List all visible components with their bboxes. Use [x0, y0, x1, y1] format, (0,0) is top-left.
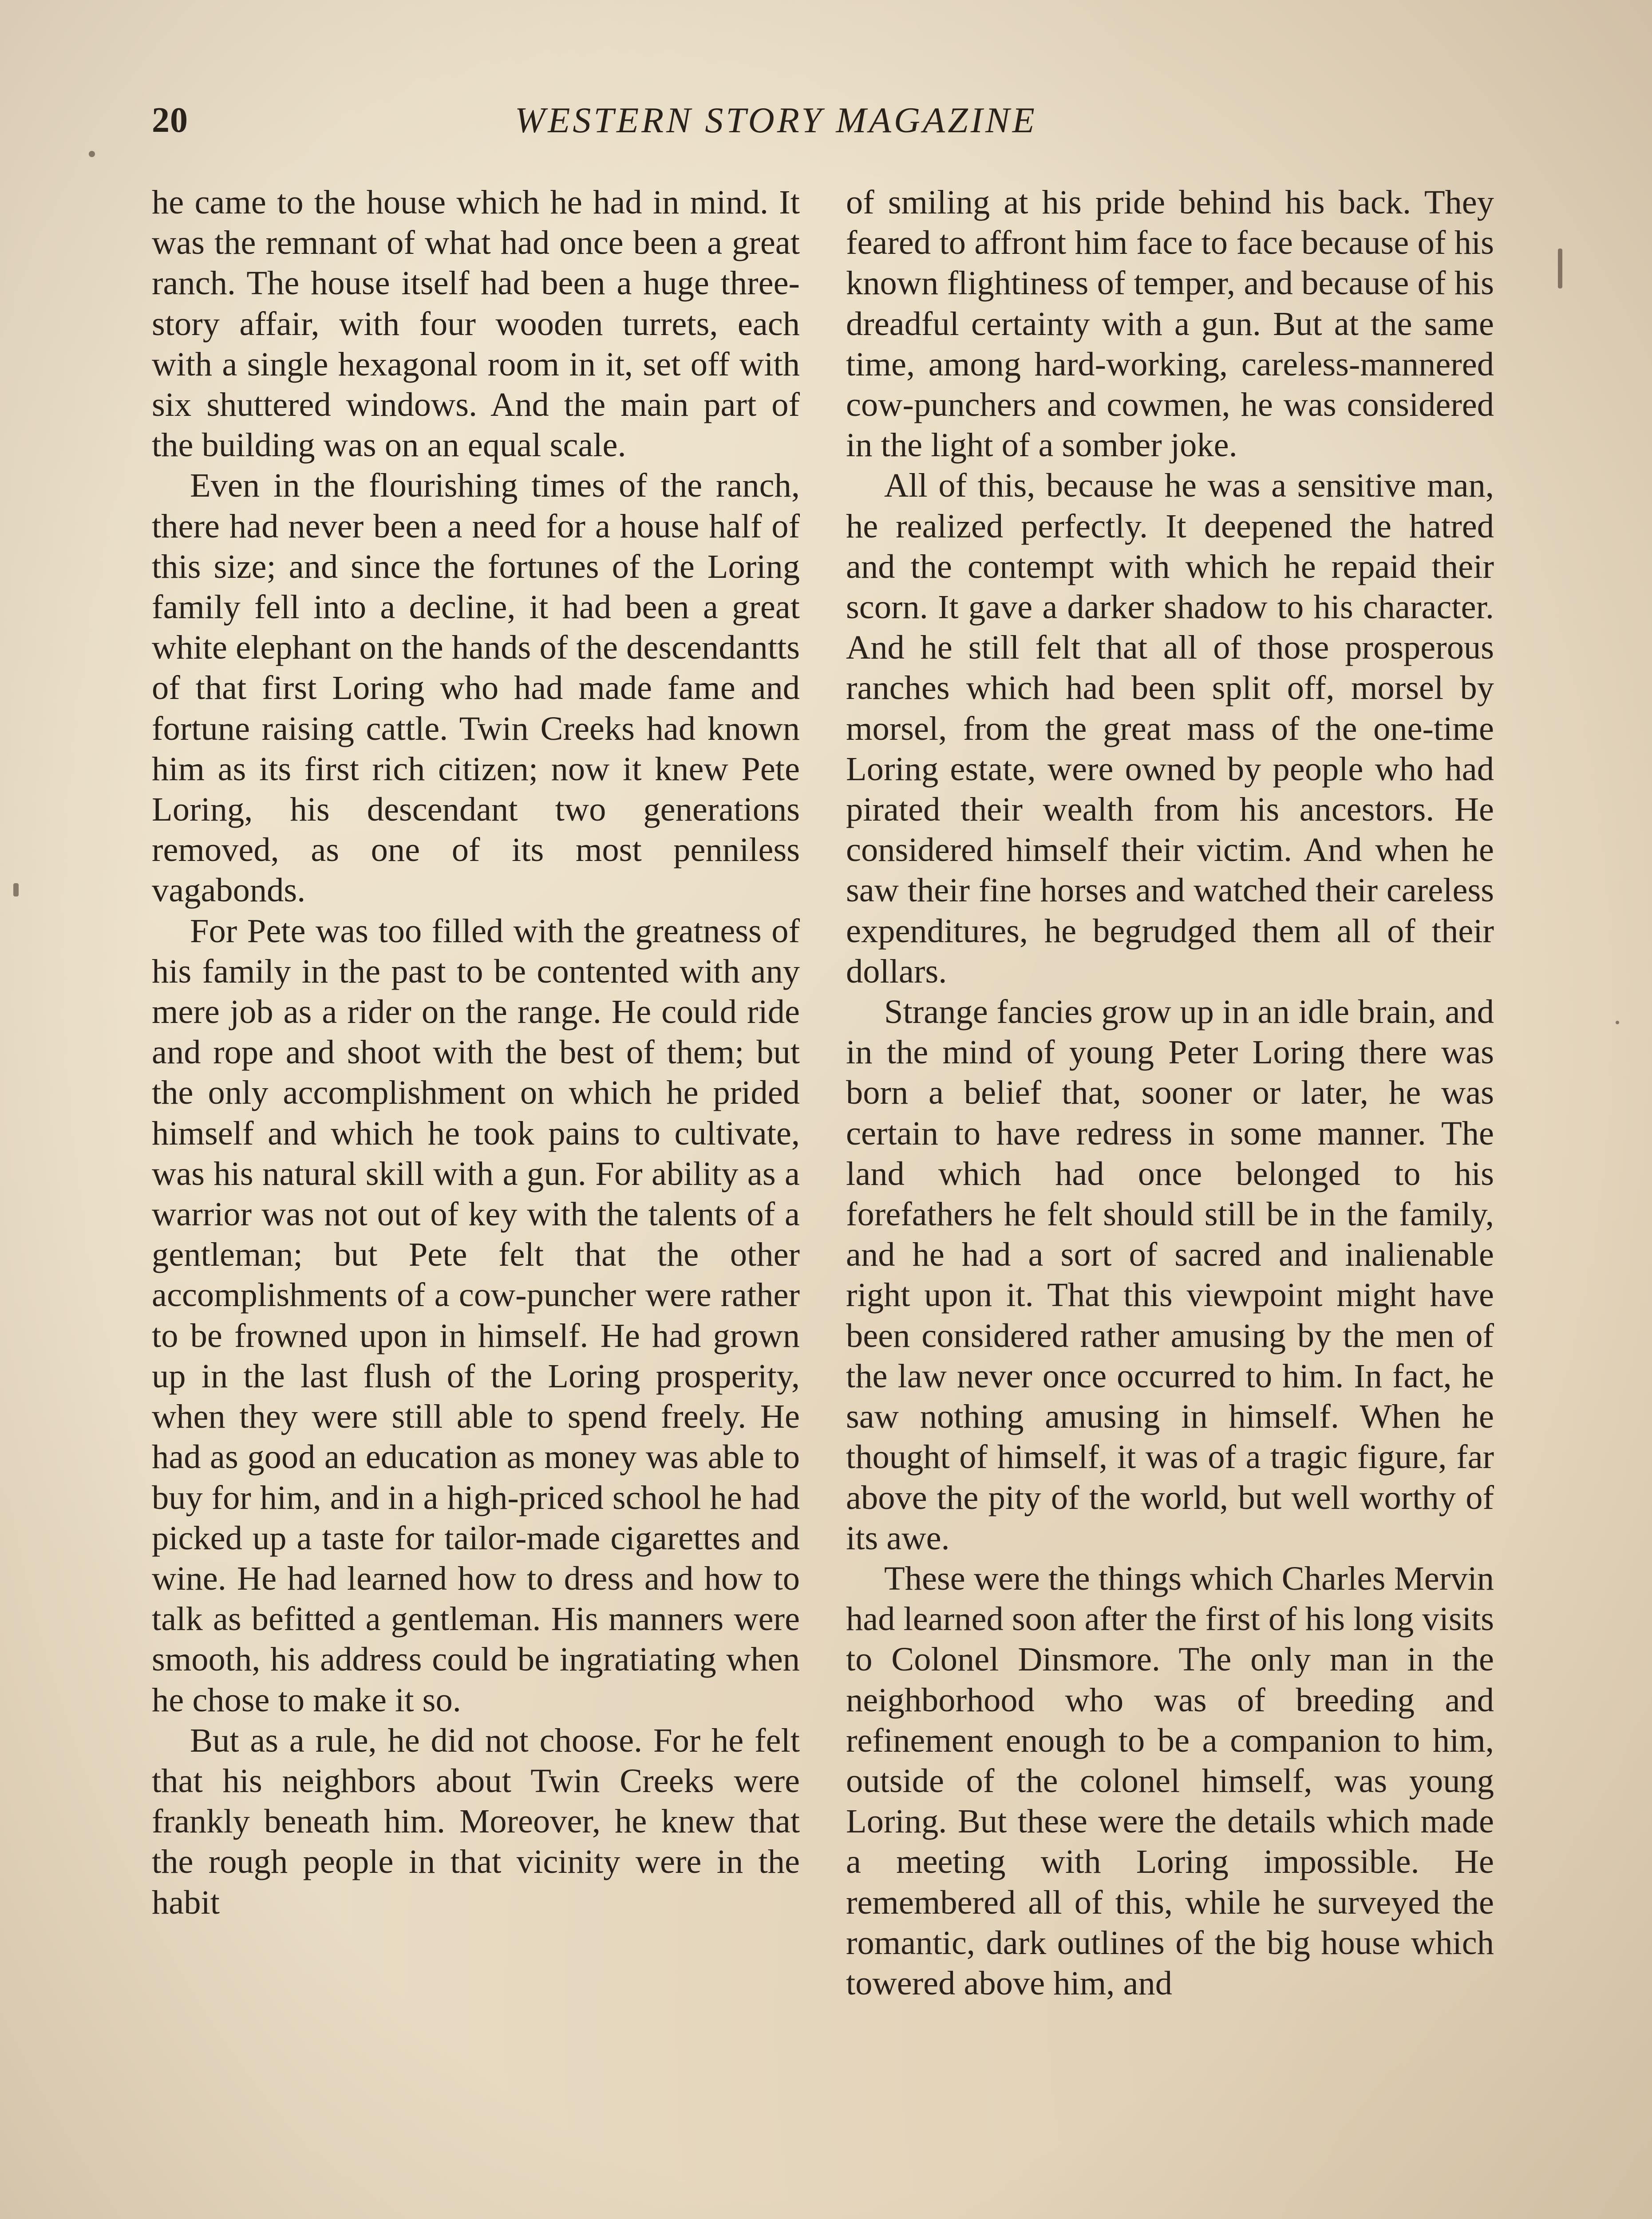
paragraph: of smiling at his pride behind his back. They feared to affront him face to face because of his known flightiness of temper, and because of his dreadful certainty with a gun. But at the same time, among hard-working, careless-mannered cow-punchers and cowmen, he was considered in the light of a somber joke. — [846, 183, 1494, 464]
paragraph: Even in the flourishing times of the ranch, there had never been a need for a house half of this size; and since the fortunes of the Loring family fell into a decline, it had been a great white elephant on the hands of the descendantts of that first Loring who had made fame and fortune raising cattle. Twin Creeks had known him as its first rich citizen; now it knew Pete Loring, his descendant two generations removed, as one of its most penniless vagabonds. — [152, 466, 800, 909]
paragraph: But as a rule, he did not choose. For he felt that his neighbors about Twin Creeks were frankly beneath him. Moreover, he knew that the rough people in that vicinity were in the habit — [152, 1721, 800, 1921]
speck — [89, 151, 95, 157]
paragraph: These were the things which Charles Mervin had learned soon after the first of his long visits to Colonel Dinsmore. The only man in the neighborhood who was of breeding and refinement enough to be a companion to him, outside of the colonel himself, was young Loring. But these were the details which made a meeting with Loring impossible. He remembered all of this, while he surveyed the romantic, dark outlines of the big house which towered above him, and — [846, 1559, 1494, 2002]
speck — [1616, 1021, 1619, 1024]
paragraph: he came to the house which he had in mind. It was the remnant of what had once been a great ranch. The house itself had been a huge three-story affair, with four wooden turrets, each with a single hexagonal room in it, set off with six shuttered windows. And the main part of the building was on an equal scale. — [152, 183, 800, 464]
speck — [13, 883, 19, 896]
paragraph: All of this, because he was a sensitive man, he realized perfectly. It deepened the hatred and the contempt with which he repaid their scorn. It gave a darker shadow to his character. And he still felt that all of those prosperous ranches which had been split off, morsel by morsel, from the great mass of the one-time Loring estate, were owned by people who had pirated their wealth from his ancestors. He considered himself their victim. And when he saw their fine horses and watched their careless expenditures, he begrudged them all of their dollars. — [846, 466, 1494, 990]
right-column — [846, 182, 1494, 2003]
speck — [1558, 249, 1562, 288]
page-number: 20 — [152, 101, 188, 140]
left-column — [152, 182, 800, 1923]
paragraph: For Pete was too filled with the greatness of his family in the past to be contented with any mere job as a rider on the range. He could ride and rope and shoot with the best of them; but the only accomplishment on which he prided himself and which he took pains to cultivate, was his natural skill with a gun. For ability as a warrior was not out of key with the talents of a gentleman; but Pete felt that the other accomplishments of a cow-puncher were rather to be frowned upon in himself. He had grown up in the last flush of the Loring prosperity, when they were still able to spend freely. He had as good an education as money was able to buy for him, and in a high-priced school he had picked up a taste for tailor-made cigarettes and wine. He had learned how to dress and how to talk as befitted a gentleman. His manners were smooth, his address could be ingratiating when he chose to make it so. — [152, 912, 800, 1719]
running-title: WESTERN STORY MAGAZINE — [515, 100, 1037, 140]
paragraph: Strange fancies grow up in an idle brain, and in the mind of young Peter Loring there was born a belief that, sooner or later, he was certain to have redress in some manner. The land which had once belonged to his forefathers he felt should still be in the family, and he had a sort of sacred and inalienable right upon it. That this viewpoint might have been considered rather amusing by the men of the law never once occurred to him. In fact, he saw nothing amusing in himself. When he thought of himself, it was of a tragic figure, far above the pity of the world, but well worthy of its awe. — [846, 993, 1494, 1557]
